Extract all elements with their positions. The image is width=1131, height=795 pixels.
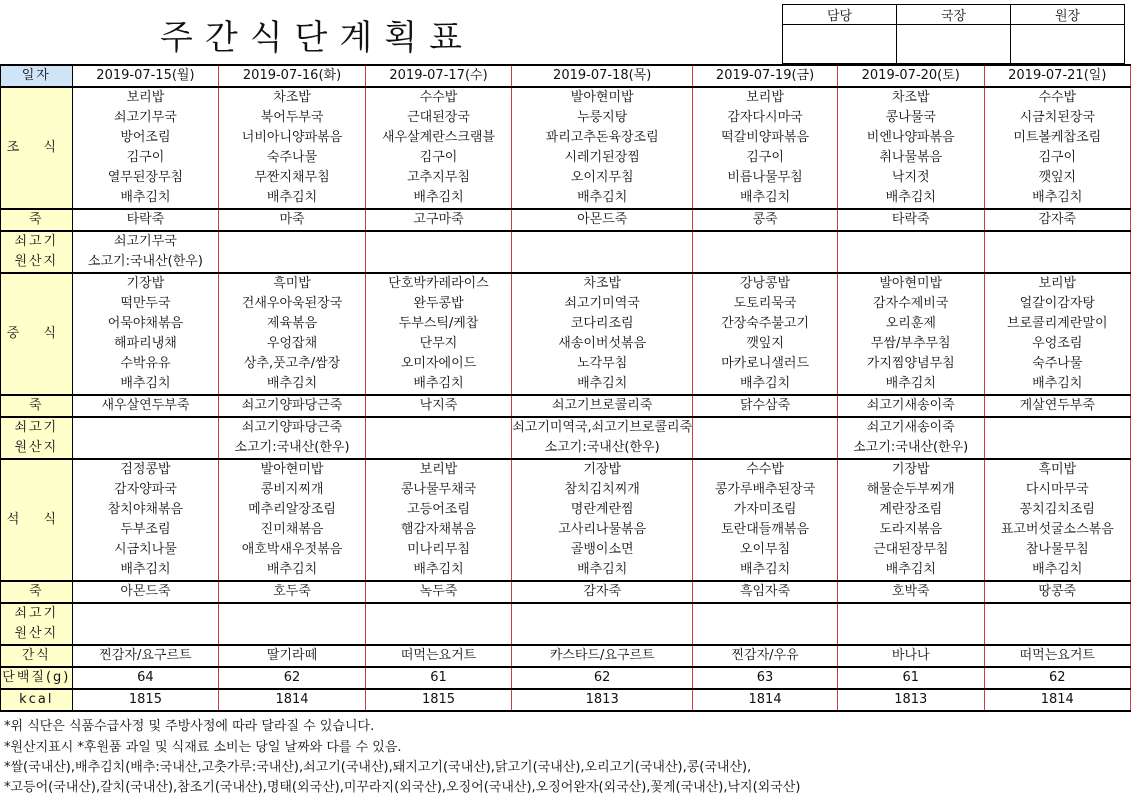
lunch-cell: 깻잎지 xyxy=(693,334,838,354)
dinner-cell: 가자미조림 xyxy=(693,500,838,520)
snack-cell: 찐감자/요구르트 xyxy=(72,645,219,667)
breakfast-cell: 배추김치 xyxy=(72,188,219,209)
date-header: 2019-07-15(월) xyxy=(72,65,219,87)
lunch-cell: 완두콩밥 xyxy=(365,294,511,314)
snack-cell: 떠먹는요거트 xyxy=(365,645,511,667)
dinner-row xyxy=(1,500,1131,520)
breakfast-cell: 배추김치 xyxy=(837,188,984,209)
dinner-cell: 햄감자채볶음 xyxy=(365,520,511,540)
header-row xyxy=(1,65,1131,87)
lunch-cell: 두부스틱/케찹 xyxy=(365,314,511,334)
dinner-cell: 발아현미밥 xyxy=(219,459,366,480)
breakfast-cell: 새우살계란스크램블 xyxy=(365,128,511,148)
date-header: 2019-07-16(화) xyxy=(219,65,366,87)
protein-cell: 62 xyxy=(984,667,1130,689)
lunch-origin-cell xyxy=(365,417,511,438)
breakfast-cell: 배추김치 xyxy=(693,188,838,209)
dinner-cell: 수수밥 xyxy=(693,459,838,480)
note-line: *고등어(국내산),갈치(국내산),참조기(국내산),명태(외국산),미꾸라지(외국산),오징어(국내산),오징어완자(외국산),꽃게(국내산),낙지(외국산) xyxy=(4,780,801,795)
date-header: 2019-07-21(일) xyxy=(984,65,1130,87)
breakfast-porridge-cell: 감자죽 xyxy=(984,209,1130,231)
dinner-porridge-cell: 땅콩죽 xyxy=(984,581,1130,603)
breakfast-origin-cell xyxy=(365,252,511,273)
dinner-origin-cell xyxy=(219,624,366,645)
kcal-cell: 1813 xyxy=(512,689,693,711)
dinner-origin-cell xyxy=(512,624,693,645)
dinner-cell: 근대된장무침 xyxy=(837,540,984,560)
lunch-label: 중 식 xyxy=(1,273,73,395)
dinner-origin-label: 쇠고기 xyxy=(1,603,73,624)
dinner-origin-cell xyxy=(693,624,838,645)
lunch-porridge-cell: 게살연두부죽 xyxy=(984,395,1130,417)
note-line: *쌀(국내산),배추김치(배추:국내산,고춧가루:국내산),쇠고기(국내산),돼지고기(국내산),닭고기(국내산),오리고기(국내산),콩(국내산), xyxy=(4,760,752,775)
kcal-row xyxy=(1,689,1131,711)
protein-cell: 64 xyxy=(72,667,219,689)
lunch-cell: 단무지 xyxy=(365,334,511,354)
lunch-cell: 숙주나물 xyxy=(984,354,1130,374)
date-header: 2019-07-18(목) xyxy=(512,65,693,87)
dinner-origin-cell xyxy=(693,603,838,624)
breakfast-origin-cell xyxy=(693,252,838,273)
lunch-cell: 강낭콩밥 xyxy=(693,273,838,294)
breakfast-cell: 떡갈비양파볶음 xyxy=(693,128,838,148)
breakfast-cell: 차조밥 xyxy=(837,87,984,108)
header-label: 일자 xyxy=(1,65,73,87)
dinner-cell: 콩가루배추된장국 xyxy=(693,480,838,500)
breakfast-porridge-label: 죽 xyxy=(1,209,73,231)
lunch-cell: 해파리냉채 xyxy=(72,334,219,354)
lunch-porridge-cell: 쇠고기브로콜리죽 xyxy=(512,395,693,417)
lunch-cell: 도토리묵국 xyxy=(693,294,838,314)
dinner-origin-cell xyxy=(365,624,511,645)
dinner-porridge-cell: 호박죽 xyxy=(837,581,984,603)
breakfast-cell: 배추김치 xyxy=(984,188,1130,209)
dinner-cell: 꽁치김치조림 xyxy=(984,500,1130,520)
dinner-origin-row xyxy=(1,624,1131,645)
lunch-origin-row xyxy=(1,417,1131,438)
lunch-cell: 간장숙주불고기 xyxy=(693,314,838,334)
lunch-cell: 우엉조림 xyxy=(984,334,1130,354)
breakfast-origin-cell: 쇠고기무국 xyxy=(72,231,219,252)
lunch-cell: 배추김치 xyxy=(219,374,366,395)
dinner-cell: 표고버섯굴소스볶음 xyxy=(984,520,1130,540)
lunch-origin-cell xyxy=(72,417,219,438)
breakfast-porridge-cell: 타락죽 xyxy=(837,209,984,231)
lunch-cell: 흑미밥 xyxy=(219,273,366,294)
snack-cell: 바나나 xyxy=(837,645,984,667)
dinner-cell: 배추김치 xyxy=(72,560,219,581)
lunch-row xyxy=(1,314,1131,334)
dinner-porridge-row xyxy=(1,581,1131,603)
kcal-cell: 1815 xyxy=(72,689,219,711)
dinner-cell: 배추김치 xyxy=(984,560,1130,581)
dinner-origin-label: 원산지 xyxy=(1,624,73,645)
dinner-cell: 참치야채볶음 xyxy=(72,500,219,520)
dinner-cell: 콩비지찌개 xyxy=(219,480,366,500)
lunch-cell: 새송이버섯볶음 xyxy=(512,334,693,354)
breakfast-origin-cell xyxy=(219,252,366,273)
lunch-origin-cell: 쇠고기미역국,쇠고기브로콜리죽 xyxy=(512,417,693,438)
breakfast-row xyxy=(1,87,1131,108)
breakfast-porridge-row xyxy=(1,209,1131,231)
breakfast-cell: 근대된장국 xyxy=(365,108,511,128)
approval-label-staff: 담당 xyxy=(783,5,897,25)
dinner-porridge-cell: 감자죽 xyxy=(512,581,693,603)
lunch-porridge-cell: 쇠고기양파당근죽 xyxy=(219,395,366,417)
breakfast-cell: 시레기된장찜 xyxy=(512,148,693,168)
dinner-cell: 콩나물무채국 xyxy=(365,480,511,500)
snack-cell: 카스타드/요구르트 xyxy=(512,645,693,667)
dinner-cell: 진미채볶음 xyxy=(219,520,366,540)
lunch-porridge-label: 죽 xyxy=(1,395,73,417)
dinner-origin-cell xyxy=(512,603,693,624)
lunch-cell: 마카로니샐러드 xyxy=(693,354,838,374)
lunch-cell: 기장밥 xyxy=(72,273,219,294)
breakfast-cell: 차조밥 xyxy=(219,87,366,108)
breakfast-row xyxy=(1,148,1131,168)
breakfast-cell: 배추김치 xyxy=(365,188,511,209)
dinner-cell: 배추김치 xyxy=(512,560,693,581)
breakfast-cell: 수수밥 xyxy=(365,87,511,108)
dinner-cell: 배추김치 xyxy=(219,560,366,581)
breakfast-cell: 무짠지채무침 xyxy=(219,168,366,188)
approval-sign-head[interactable] xyxy=(1011,25,1125,64)
lunch-row xyxy=(1,294,1131,314)
protein-cell: 63 xyxy=(693,667,838,689)
approval-label-head: 원장 xyxy=(1011,5,1125,25)
lunch-cell: 코다리조림 xyxy=(512,314,693,334)
protein-cell: 62 xyxy=(512,667,693,689)
lunch-cell: 배추김치 xyxy=(512,374,693,395)
protein-label: 단백질(g) xyxy=(1,667,73,689)
lunch-cell: 오미자에이드 xyxy=(365,354,511,374)
breakfast-cell: 시금치된장국 xyxy=(984,108,1130,128)
dinner-origin-cell xyxy=(219,603,366,624)
breakfast-porridge-cell: 마죽 xyxy=(219,209,366,231)
dinner-cell: 다시마무국 xyxy=(984,480,1130,500)
dinner-cell: 계란장조림 xyxy=(837,500,984,520)
dinner-cell: 고사리나물볶음 xyxy=(512,520,693,540)
lunch-origin-cell: 소고기:국내산(한우) xyxy=(512,438,693,459)
dinner-origin-cell xyxy=(837,624,984,645)
lunch-cell: 어묵야채볶음 xyxy=(72,314,219,334)
breakfast-cell: 쇠고기무국 xyxy=(72,108,219,128)
lunch-cell: 가지찜양념무침 xyxy=(837,354,984,374)
lunch-cell: 차조밥 xyxy=(512,273,693,294)
lunch-cell: 제육볶음 xyxy=(219,314,366,334)
lunch-cell: 건새우아욱된장국 xyxy=(219,294,366,314)
lunch-origin-cell xyxy=(984,438,1130,459)
snack-cell: 딸기라떼 xyxy=(219,645,366,667)
lunch-cell: 수박유유 xyxy=(72,354,219,374)
dinner-cell: 참치김치찌개 xyxy=(512,480,693,500)
breakfast-row xyxy=(1,108,1131,128)
breakfast-origin-cell xyxy=(512,231,693,252)
dinner-cell: 배추김치 xyxy=(693,560,838,581)
breakfast-origin-cell xyxy=(984,252,1130,273)
dinner-cell: 배추김치 xyxy=(365,560,511,581)
approval-sign-staff[interactable] xyxy=(783,25,897,64)
note-line: *위 식단은 식품수급사정 및 주방사정에 따라 달라질 수 있습니다. xyxy=(4,719,375,734)
lunch-cell: 떡만두국 xyxy=(72,294,219,314)
breakfast-cell: 북어두부국 xyxy=(219,108,366,128)
lunch-origin-cell xyxy=(72,438,219,459)
lunch-origin-cell xyxy=(984,417,1130,438)
lunch-cell: 무쌈/부추무침 xyxy=(837,334,984,354)
dinner-label: 석 식 xyxy=(1,459,73,581)
lunch-cell: 얼갈이감자탕 xyxy=(984,294,1130,314)
breakfast-cell: 김구이 xyxy=(693,148,838,168)
date-header: 2019-07-19(금) xyxy=(693,65,838,87)
dinner-cell: 오이무침 xyxy=(693,540,838,560)
breakfast-origin-cell xyxy=(837,231,984,252)
dinner-row xyxy=(1,520,1131,540)
lunch-cell: 배추김치 xyxy=(984,374,1130,395)
breakfast-cell: 꽈리고추돈육장조림 xyxy=(512,128,693,148)
breakfast-origin-cell xyxy=(219,231,366,252)
snack-row xyxy=(1,645,1131,667)
dinner-row xyxy=(1,560,1131,581)
weekly-menu-table xyxy=(0,64,1131,712)
lunch-origin-cell: 소고기:국내산(한우) xyxy=(219,438,366,459)
snack-cell: 찐감자/우유 xyxy=(693,645,838,667)
lunch-cell: 배추김치 xyxy=(72,374,219,395)
dinner-cell: 해물순두부찌개 xyxy=(837,480,984,500)
breakfast-cell: 비름나물무침 xyxy=(693,168,838,188)
breakfast-cell: 취나물볶음 xyxy=(837,148,984,168)
dinner-origin-cell xyxy=(72,624,219,645)
breakfast-cell: 미트볼케찹조림 xyxy=(984,128,1130,148)
breakfast-cell: 오이지무침 xyxy=(512,168,693,188)
breakfast-origin-row xyxy=(1,252,1131,273)
breakfast-cell: 깻잎지 xyxy=(984,168,1130,188)
lunch-cell: 보리밥 xyxy=(984,273,1130,294)
lunch-origin-cell xyxy=(693,438,838,459)
snack-label: 간식 xyxy=(1,645,73,667)
dinner-origin-cell xyxy=(837,603,984,624)
breakfast-cell: 비엔나양파볶음 xyxy=(837,128,984,148)
protein-row xyxy=(1,667,1131,689)
breakfast-cell: 감자다시마국 xyxy=(693,108,838,128)
lunch-cell: 쇠고기미역국 xyxy=(512,294,693,314)
lunch-origin-cell: 소고기:국내산(한우) xyxy=(837,438,984,459)
breakfast-origin-cell xyxy=(984,231,1130,252)
breakfast-origin-cell xyxy=(512,252,693,273)
approval-sign-director[interactable] xyxy=(897,25,1011,64)
breakfast-cell: 보리밥 xyxy=(72,87,219,108)
breakfast-porridge-cell: 아몬드죽 xyxy=(512,209,693,231)
breakfast-origin-cell xyxy=(365,231,511,252)
kcal-cell: 1814 xyxy=(984,689,1130,711)
breakfast-origin-label: 쇠고기 xyxy=(1,231,73,252)
dinner-cell: 애호박새우젓볶음 xyxy=(219,540,366,560)
dinner-cell: 기장밥 xyxy=(837,459,984,480)
breakfast-row xyxy=(1,188,1131,209)
breakfast-cell: 배추김치 xyxy=(512,188,693,209)
breakfast-cell: 김구이 xyxy=(72,148,219,168)
dinner-cell: 참나물무침 xyxy=(984,540,1130,560)
dinner-origin-cell xyxy=(365,603,511,624)
breakfast-cell: 낙지젓 xyxy=(837,168,984,188)
breakfast-cell: 수수밥 xyxy=(984,87,1130,108)
breakfast-origin-label: 원산지 xyxy=(1,252,73,273)
lunch-cell: 노각무침 xyxy=(512,354,693,374)
breakfast-row xyxy=(1,168,1131,188)
lunch-cell: 상추,풋고추/쌈장 xyxy=(219,354,366,374)
dinner-porridge-label: 죽 xyxy=(1,581,73,603)
protein-cell: 61 xyxy=(365,667,511,689)
snack-cell: 떠먹는요거트 xyxy=(984,645,1130,667)
lunch-origin-cell: 쇠고기양파당근죽 xyxy=(219,417,366,438)
dinner-cell: 흑미밥 xyxy=(984,459,1130,480)
lunch-row xyxy=(1,374,1131,395)
dinner-cell: 골뱅이소면 xyxy=(512,540,693,560)
dinner-cell: 시금치나물 xyxy=(72,540,219,560)
approval-label-director: 국장 xyxy=(897,5,1011,25)
breakfast-cell: 고추지무침 xyxy=(365,168,511,188)
kcal-label: kcal xyxy=(1,689,73,711)
breakfast-cell: 방어조림 xyxy=(72,128,219,148)
dinner-cell: 명란계란찜 xyxy=(512,500,693,520)
dinner-cell: 고등어조림 xyxy=(365,500,511,520)
breakfast-origin-row xyxy=(1,231,1131,252)
breakfast-origin-cell: 소고기:국내산(한우) xyxy=(72,252,219,273)
breakfast-origin-cell xyxy=(837,252,984,273)
dinner-cell: 감자양파국 xyxy=(72,480,219,500)
lunch-porridge-cell: 닭수삼죽 xyxy=(693,395,838,417)
breakfast-porridge-cell: 타락죽 xyxy=(72,209,219,231)
kcal-cell: 1815 xyxy=(365,689,511,711)
breakfast-cell: 김구이 xyxy=(365,148,511,168)
breakfast-cell: 너비아니양파볶음 xyxy=(219,128,366,148)
lunch-cell: 오리훈제 xyxy=(837,314,984,334)
lunch-origin-label: 쇠고기 xyxy=(1,417,73,438)
lunch-porridge-cell: 쇠고기새송이죽 xyxy=(837,395,984,417)
lunch-porridge-row xyxy=(1,395,1131,417)
lunch-porridge-cell: 새우살연두부죽 xyxy=(72,395,219,417)
page-title: 주간식단계획표 xyxy=(160,18,474,58)
lunch-origin-row xyxy=(1,438,1131,459)
breakfast-cell: 콩나물국 xyxy=(837,108,984,128)
lunch-origin-cell xyxy=(365,438,511,459)
dinner-cell: 배추김치 xyxy=(837,560,984,581)
dinner-cell: 메추리알장조림 xyxy=(219,500,366,520)
kcal-cell: 1813 xyxy=(837,689,984,711)
breakfast-porridge-cell: 콩죽 xyxy=(693,209,838,231)
breakfast-label: 조 식 xyxy=(1,87,73,209)
kcal-cell: 1814 xyxy=(693,689,838,711)
dinner-cell: 보리밥 xyxy=(365,459,511,480)
breakfast-row xyxy=(1,128,1131,148)
dinner-cell: 검정콩밥 xyxy=(72,459,219,480)
lunch-origin-label: 원산지 xyxy=(1,438,73,459)
lunch-cell: 단호박카레라이스 xyxy=(365,273,511,294)
lunch-row xyxy=(1,273,1131,294)
dinner-porridge-cell: 흑임자죽 xyxy=(693,581,838,603)
lunch-porridge-cell: 낙지죽 xyxy=(365,395,511,417)
breakfast-origin-cell xyxy=(693,231,838,252)
dinner-origin-cell xyxy=(984,624,1130,645)
dinner-porridge-cell: 호두죽 xyxy=(219,581,366,603)
lunch-origin-cell: 쇠고기새송이죽 xyxy=(837,417,984,438)
breakfast-porridge-cell: 고구마죽 xyxy=(365,209,511,231)
lunch-cell: 감자수제비국 xyxy=(837,294,984,314)
lunch-cell: 배추김치 xyxy=(365,374,511,395)
dinner-row xyxy=(1,540,1131,560)
dinner-origin-cell xyxy=(984,603,1130,624)
breakfast-cell: 누룽지탕 xyxy=(512,108,693,128)
lunch-cell: 우엉잡채 xyxy=(219,334,366,354)
dinner-origin-row xyxy=(1,603,1131,624)
breakfast-cell: 숙주나물 xyxy=(219,148,366,168)
lunch-cell: 브로콜리계란말이 xyxy=(984,314,1130,334)
kcal-cell: 1814 xyxy=(219,689,366,711)
note-line: *원산지표시 *후원품 과일 및 식재료 소비는 당일 날짜와 다를 수 있음. xyxy=(4,740,402,755)
lunch-row xyxy=(1,354,1131,374)
dinner-porridge-cell: 녹두죽 xyxy=(365,581,511,603)
protein-cell: 62 xyxy=(219,667,366,689)
lunch-row xyxy=(1,334,1131,354)
dinner-row xyxy=(1,480,1131,500)
protein-cell: 61 xyxy=(837,667,984,689)
approval-box xyxy=(782,4,1125,64)
breakfast-cell: 발아현미밥 xyxy=(512,87,693,108)
dinner-cell: 도라지볶음 xyxy=(837,520,984,540)
lunch-cell: 배추김치 xyxy=(693,374,838,395)
breakfast-cell: 보리밥 xyxy=(693,87,838,108)
dinner-cell: 토란대들깨볶음 xyxy=(693,520,838,540)
dinner-cell: 기장밥 xyxy=(512,459,693,480)
lunch-cell: 배추김치 xyxy=(837,374,984,395)
dinner-row xyxy=(1,459,1131,480)
breakfast-cell: 김구이 xyxy=(984,148,1130,168)
date-header: 2019-07-17(수) xyxy=(365,65,511,87)
lunch-cell: 발아현미밥 xyxy=(837,273,984,294)
dinner-porridge-cell: 아몬드죽 xyxy=(72,581,219,603)
breakfast-cell: 배추김치 xyxy=(219,188,366,209)
dinner-cell: 두부조림 xyxy=(72,520,219,540)
date-header: 2019-07-20(토) xyxy=(837,65,984,87)
breakfast-cell: 열무된장무침 xyxy=(72,168,219,188)
dinner-cell: 미나리무침 xyxy=(365,540,511,560)
dinner-origin-cell xyxy=(72,603,219,624)
lunch-origin-cell xyxy=(693,417,838,438)
